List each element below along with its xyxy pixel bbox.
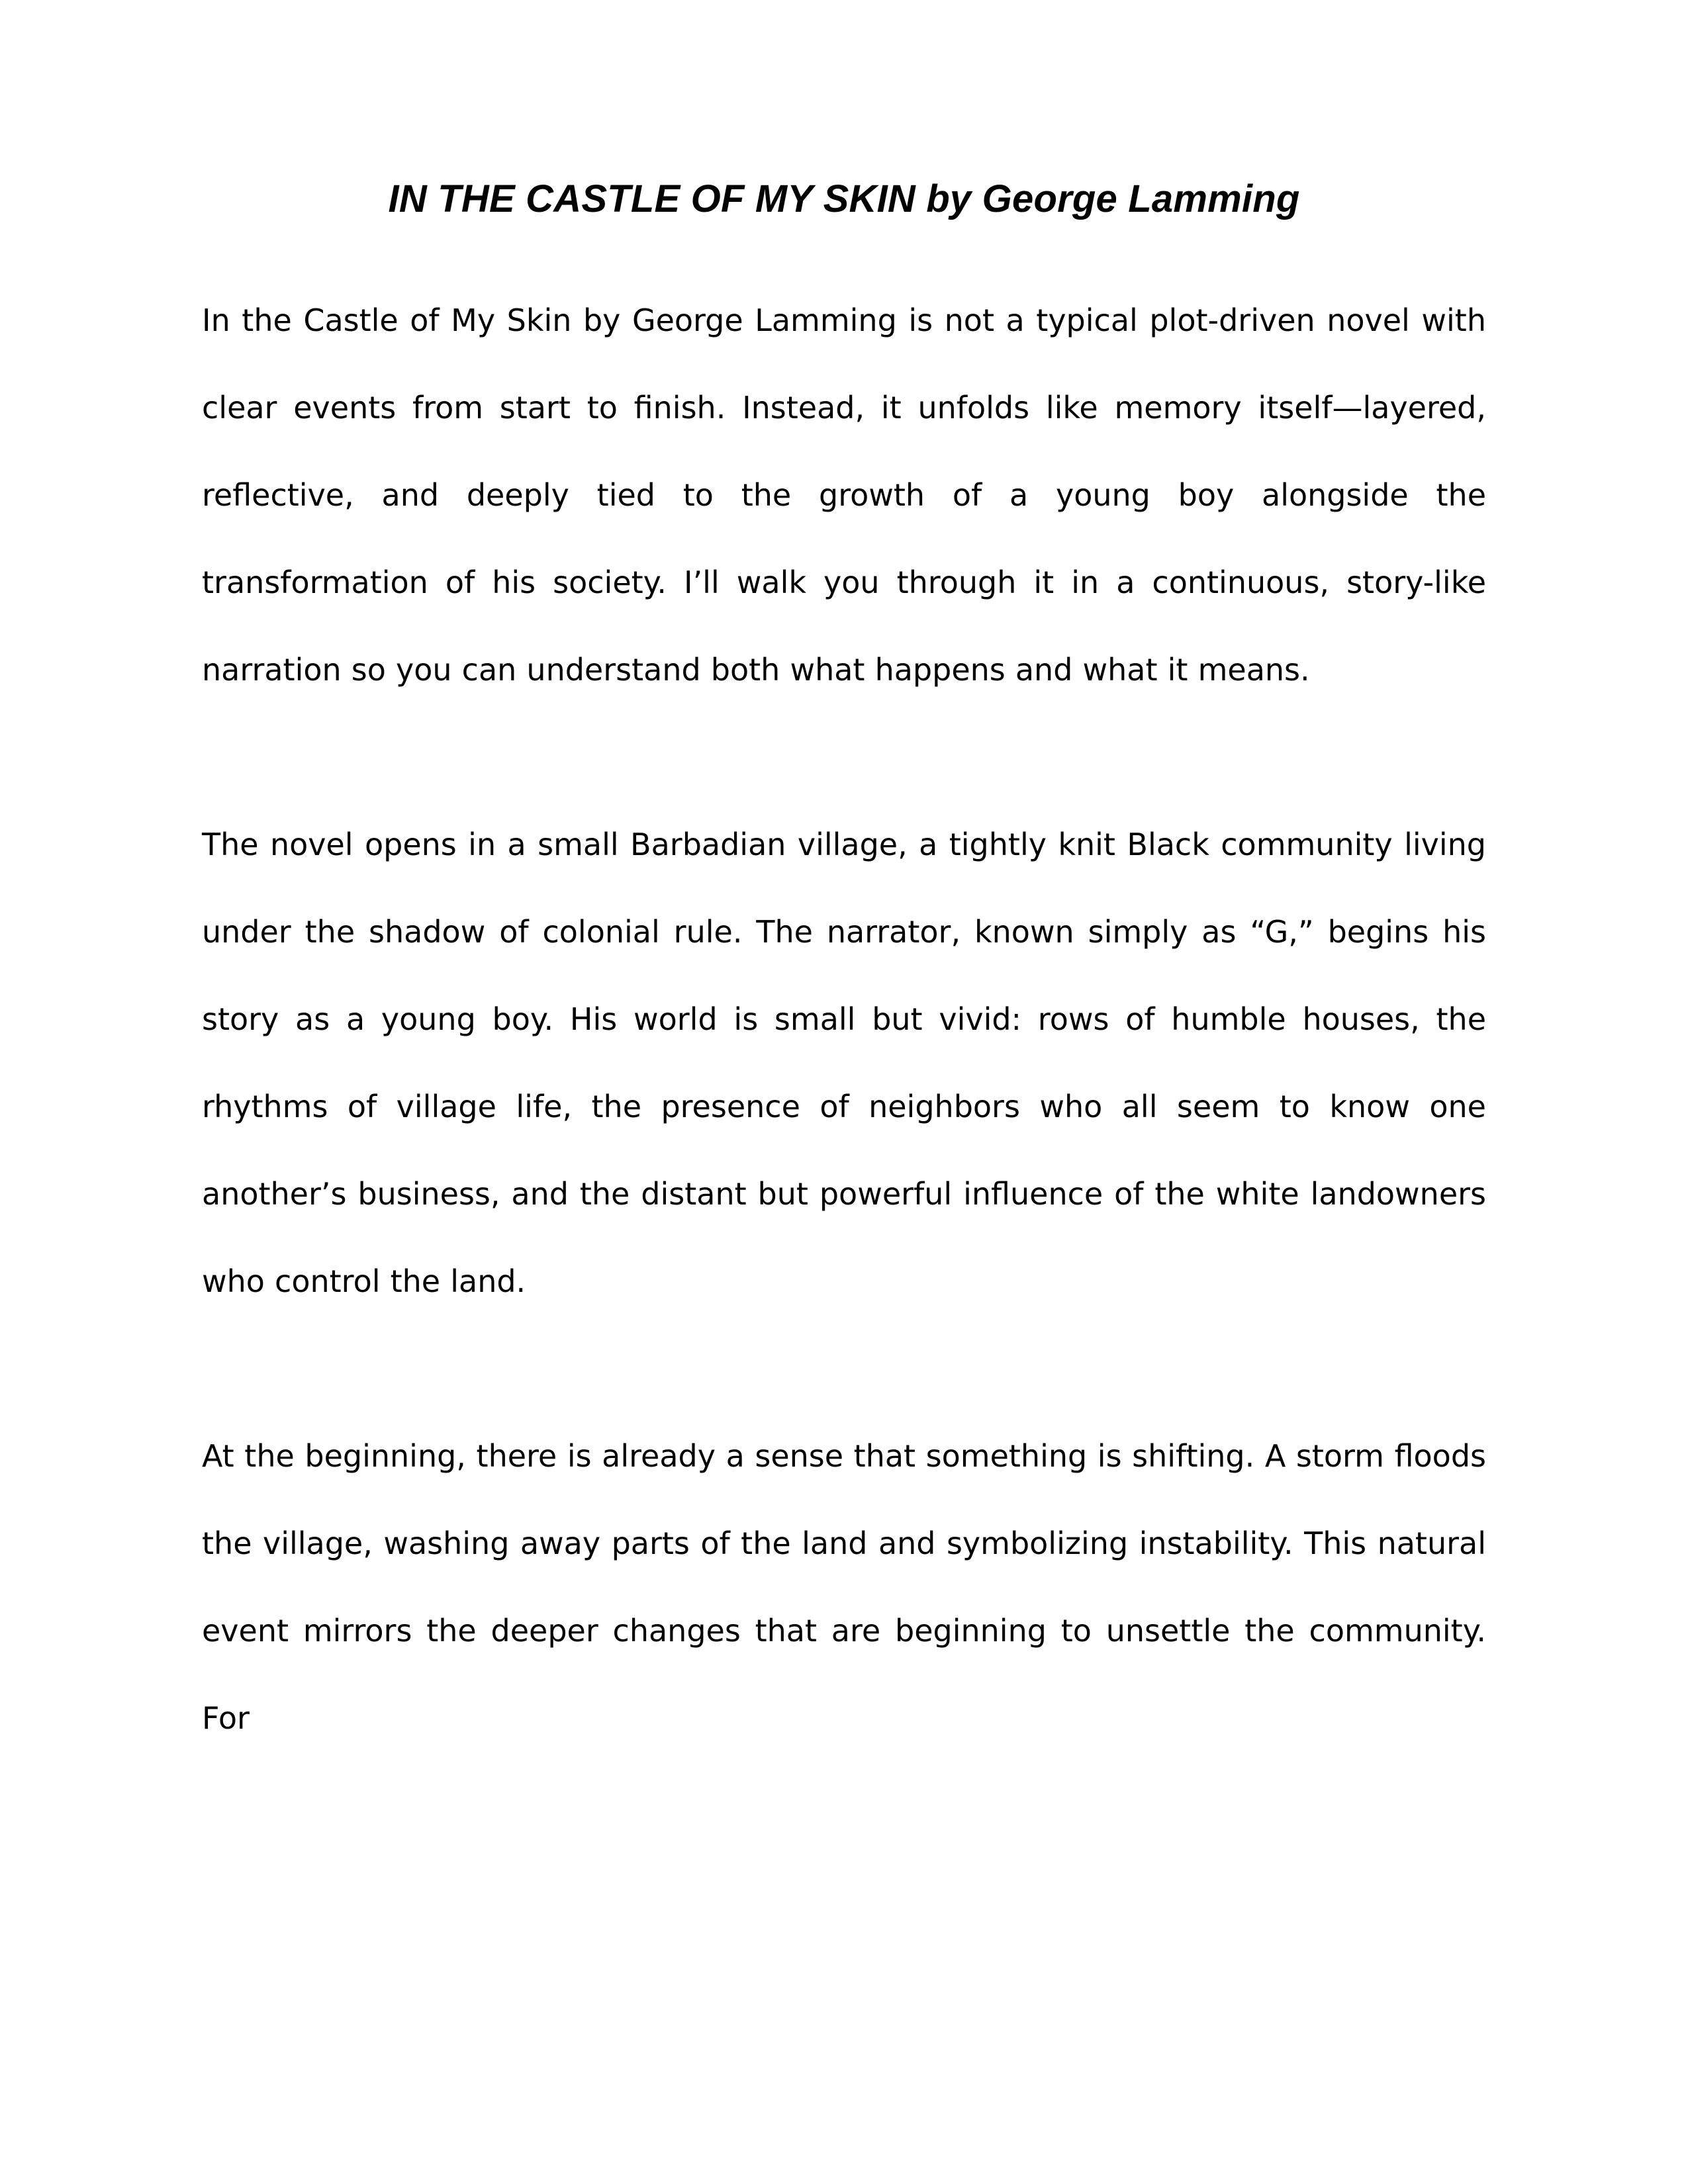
document-body (202, 277, 1486, 1762)
page-title: IN THE CASTLE OF MY SKIN by George Lamming (388, 177, 1300, 220)
page-content-area (202, 0, 1486, 1762)
paragraph: At the beginning, there is already a sense that something is shifting. A storm floods the village, washing away parts of the land and symbolizing instability. This natural event mirrors the deeper changes that are beginning to unsettle the community. For (202, 1438, 1486, 1736)
paragraph: The novel opens in a small Barbadian village, a tightly knit Black community living under the shadow of colonial rule. The narrator, known simply as “G,” begins his story as a young boy. His world is small but vivid: rows of humble houses, the rhythms of village life, the presence of neighbors who all seem to know one another’s business, and the distant but powerful influence of the white landowners who control the land. (202, 827, 1486, 1299)
paragraph: In the Castle of My Skin by George Lamming is not a typical plot-driven novel with clear events from start to finish. Instead, it unfolds like memory itself—layered, reflective, and deeply tied to the growth of a young boy alongside the transformation of his society. I’ll walk you through it in a continuous, story-like narration so you can understand both what happens and what it means. (202, 302, 1486, 688)
